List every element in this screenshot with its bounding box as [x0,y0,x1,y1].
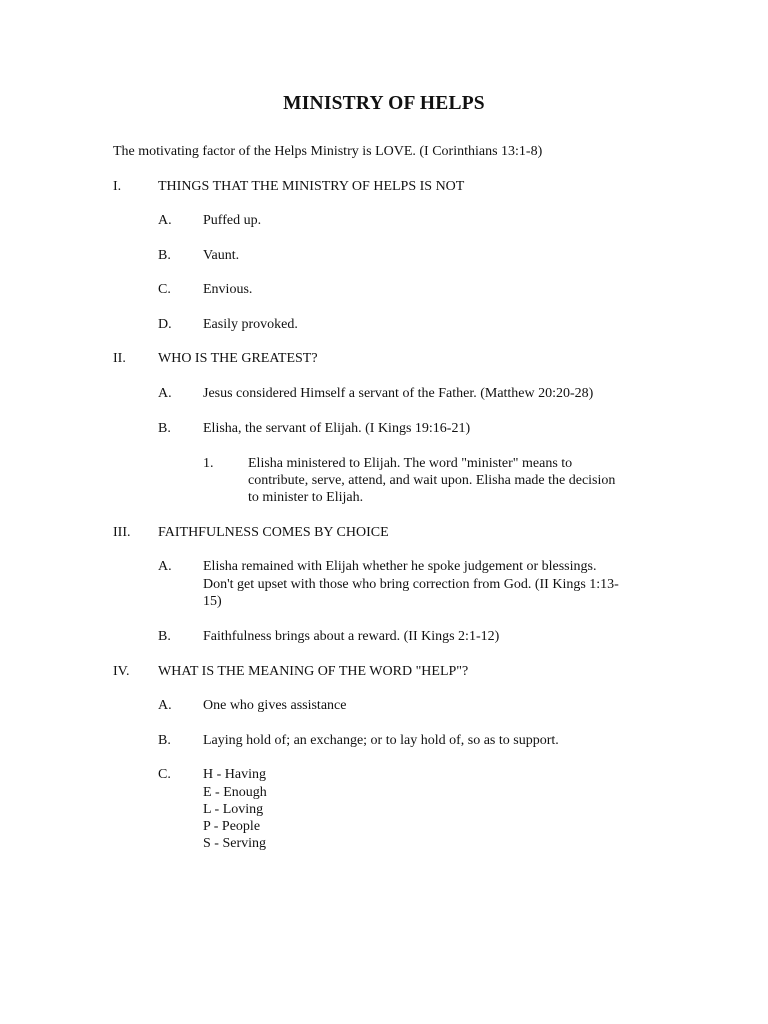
item-letter: A. [158,698,172,713]
subitem-text: contribute, serve, attend, and wait upon. Elisha made the decision [248,473,616,488]
page-title: MINISTRY OF HELPS [283,93,485,114]
item-text: One who gives assistance [203,698,347,713]
item-letter: C. [158,767,171,782]
subitem-text: Elisha ministered to Elijah. The word "minister" means to [248,456,573,471]
acrostic-line: P - People [203,819,261,834]
section-numeral: II. [113,351,126,366]
item-text: 15) [203,594,222,609]
section-numeral: III. [113,525,131,540]
item-text: Puffed up. [203,213,262,228]
item-text: Laying hold of; an exchange; or to lay hold of, so as to support. [203,733,559,748]
section-numeral: I. [113,179,122,194]
item-letter: A. [158,559,172,574]
section-heading: WHAT IS THE MEANING OF THE WORD "HELP"? [158,664,469,679]
item-text: Elisha remained with Elijah whether he spoke judgement or blessings. [203,559,597,574]
section-heading: FAITHFULNESS COMES BY CHOICE [158,525,389,540]
subitem-number: 1. [203,456,214,471]
item-letter: C. [158,282,171,297]
item-letter: B. [158,248,171,263]
item-text: Jesus considered Himself a servant of the Father. (Matthew 20:20-28) [203,386,594,401]
item-text: Don't get upset with those who bring correction from God. (II Kings 1:13- [203,577,619,592]
item-text: Vaunt. [203,248,240,263]
subitem-text: to minister to Elijah. [248,490,364,505]
item-letter: B. [158,733,171,748]
item-letter: B. [158,421,171,436]
section-heading: THINGS THAT THE MINISTRY OF HELPS IS NOT [158,179,465,194]
intro-text: The motivating factor of the Helps Ministry is LOVE. (I Corinthians 13:1-8) [113,144,543,159]
item-text: Easily provoked. [203,317,298,332]
item-letter: A. [158,386,172,401]
section-numeral: IV. [113,664,130,679]
section-heading: WHO IS THE GREATEST? [158,351,318,366]
item-letter: B. [158,629,171,644]
acrostic-line: L - Loving [203,802,264,817]
item-letter: A. [158,213,172,228]
item-text: Envious. [203,282,253,297]
acrostic-line: H - Having [203,767,266,782]
item-letter: D. [158,317,172,332]
acrostic-line: S - Serving [203,836,266,851]
acrostic-line: E - Enough [203,785,267,800]
item-text: Elisha, the servant of Elijah. (I Kings 19:16-21) [203,421,471,436]
item-text: Faithfulness brings about a reward. (II Kings 2:1-12) [203,629,500,644]
